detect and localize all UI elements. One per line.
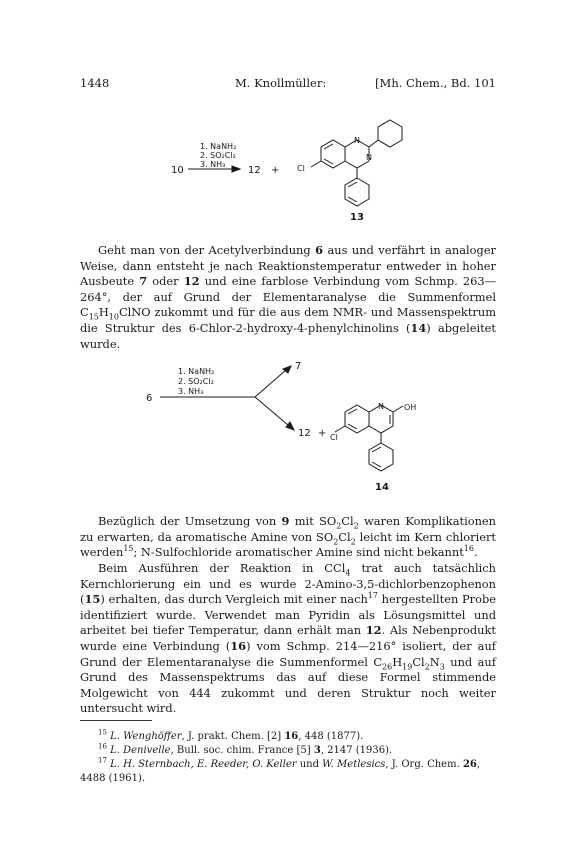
scheme2-start-compound: 6: [146, 393, 153, 404]
scheme1-n1-label: N: [354, 136, 360, 145]
reaction-scheme-1: [0, 105, 576, 235]
scheme-1-drawing: [0, 105, 576, 235]
paragraph-2: Bezüglich der Umsetzung von 9 mit $SO_2Cl_2$ waren Komplikationen zu erwarten, da aromatische Amine von $SO_2Cl_2$ leicht im Kern chloriert werden$^{15}$; N-Sulfochloride aromatischer Amine sind nicht bekannt$^{16}$.: [80, 514, 496, 560]
scheme1-start-compound: 10: [171, 165, 184, 176]
page-number: 1448: [80, 76, 110, 90]
scheme1-reagent-1: 1. NaNH₂: [200, 142, 237, 151]
footnote-15: $^{15}$ L. Wenghöffer, J. prakt. Chem. [2] 16, 448 (1877).: [98, 728, 364, 742]
scheme1-reagent-2: 2. SO₂Cl₂: [200, 151, 236, 160]
scheme1-reagent-3: 3. NH₃: [200, 160, 226, 169]
footnote-16: $^{16}$ L. Denivelle, Bull. soc. chim. France [5] 3, 2147 (1936).: [98, 742, 393, 756]
header-author: M. Knollmüller:: [235, 76, 327, 90]
footnote-17: $^{17}$ L. H. Sternbach, E. Reeder, O. Keller und W. Metlesics, J. Org. Chem. 26, 4488 (1961).: [80, 756, 481, 784]
reaction-scheme-2: [0, 352, 576, 502]
scheme2-product-7: 7: [295, 361, 302, 372]
scheme1-plus: +: [271, 165, 280, 176]
branch-arrow-lower: [255, 397, 288, 425]
header-journal: [Mh. Chem., Bd. 101: [375, 76, 496, 90]
paragraph-1: Geht man von der Acetylverbindung 6 aus und verfährt in analoger Weise, dann entsteht je nach Reaktionstemperatur entweder in hoher Ausbeute 7 oder 12 und eine farblose Verbindung vom Schmp. 263—264°, der auf Grund der Elementaranalyse die Summenformel $C_{15}H_{10}ClNO$ zukommt und für die aus dem NMR- und Massenspektrum die Struktur des 6-Chlor-2-hydroxy-4-phenylchinolins (14) abgeleitet wurde.: [80, 243, 497, 351]
scheme1-cl-label: Cl: [297, 164, 305, 173]
paragraph-3: Beim Ausführen der Reaktion in CCl$_4$ trat auch tatsächlich Kernchlorierung ein und es wurde 2-Amino-3,5-dichlorbenzophenon (15) erhalten, das durch Vergleich mit einer nach$^{17}$ hergestellten Probe identifiziert wurde. Verwendet man Pyridin als Lösungsmittel und arbeitet bei tiefer Temperatur, dann erhält man 12. Als Nebenprodukt wurde eine Verbindung (16) vom Schmp. 214—216° isoliert, der auf Grund der Elementaranalyse die Summenformel $C_{26}H_{19}Cl_2N_3$ und auf Grund des Massenspektrums das auf diese Formel stimmende Molgewicht von 444 zukommt und deren Struktur noch weiter untersucht wird.: [80, 561, 497, 716]
scheme2-reagent-1: 1. NaNH₂: [178, 367, 215, 376]
running-header: [80, 76, 496, 92]
scheme2-product-12: 12: [298, 428, 311, 439]
compound-14-label: 14: [375, 482, 389, 493]
branch-arrow-upper: [255, 370, 286, 397]
scheme1-n2-label: N: [366, 153, 372, 162]
footnotes: [80, 730, 496, 786]
scheme2-n-label: N: [378, 402, 384, 411]
scheme2-reagent-3: 3. NH₃: [178, 387, 204, 396]
footnote-rule: [80, 720, 152, 721]
compound-13-label: 13: [350, 212, 364, 223]
phenyl-ring-top: [378, 120, 402, 147]
scheme2-oh-label: OH: [404, 403, 417, 412]
scheme2-plus: +: [318, 428, 327, 439]
scheme-2-drawing: [0, 352, 576, 502]
scheme2-reagent-2: 2. SO₂Cl₂: [178, 377, 214, 386]
arrow-head: [232, 166, 240, 172]
scheme1-product-12: 12: [248, 165, 261, 176]
scheme2-cl-label: Cl: [330, 433, 338, 442]
